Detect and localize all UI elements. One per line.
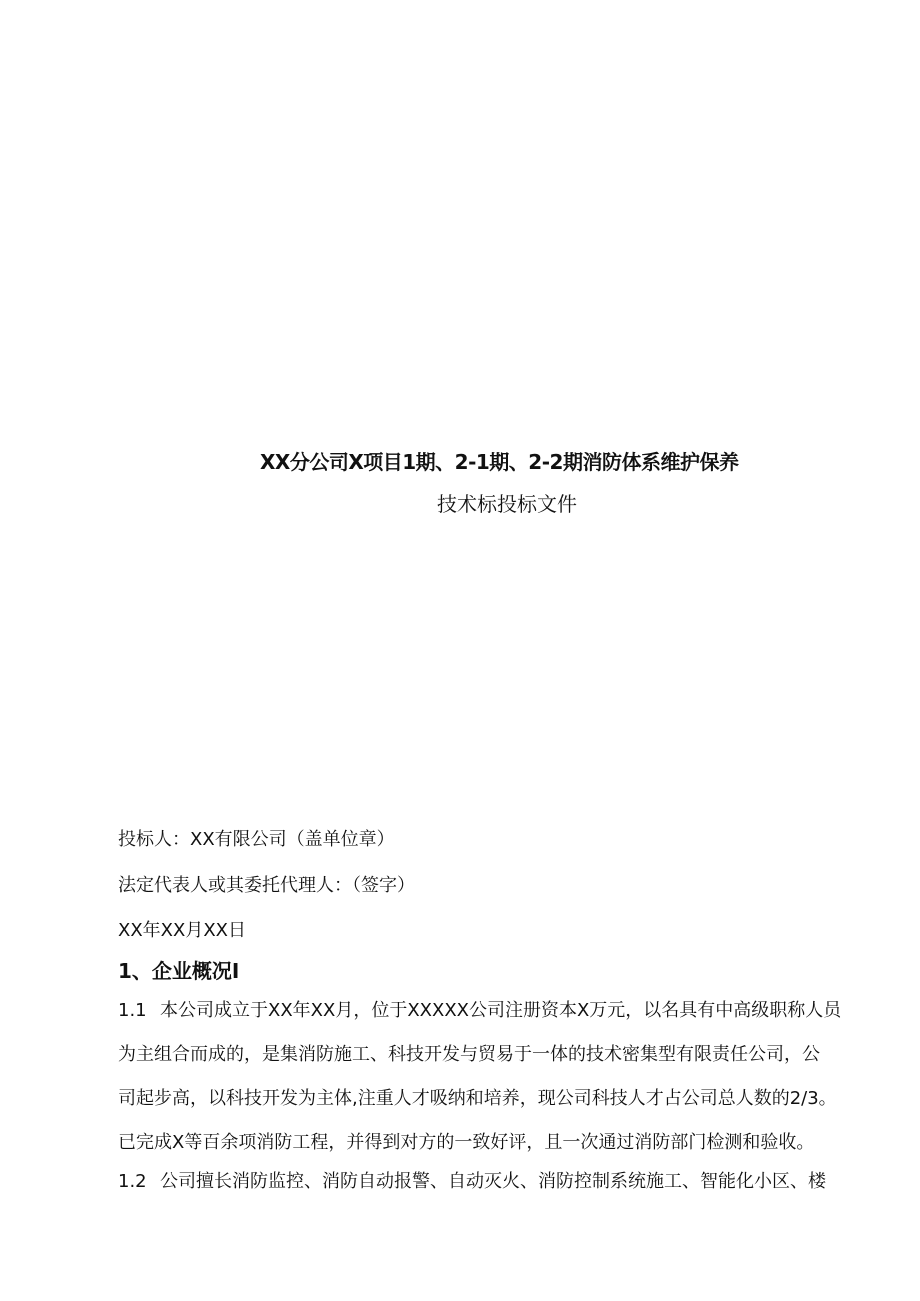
document-subtitle: 技术标投标文件 [437, 492, 577, 516]
paragraph-1-2 [118, 1160, 918, 1204]
paragraph-text: 公司擅长消防监控、消防自动报警、自动灭火、消防控制系统施工、智能化小区、楼 [160, 1171, 826, 1192]
representative-line: 法定代表人或其委托代理人：（签字） [118, 875, 415, 896]
bidder-line: 投标人：XX有限公司（盖单位章） [118, 829, 395, 850]
paragraph-1-1 [118, 989, 918, 1165]
paragraph-line: 为主组合而成的，是集消防施工、科技开发与贸易于一体的技术密集型有限责任公司，公 [118, 1044, 820, 1065]
paragraph-line [118, 1160, 918, 1204]
date-line: XX年XX月XX日 [118, 920, 246, 941]
paragraph-text: 本公司成立于XX年XX月，位于XXXXX公司注册资本X万元，以名具有中高级职称人员 [160, 1000, 842, 1021]
paragraph-line [118, 989, 918, 1033]
section-heading-company-overview: 1、企业概况I [118, 959, 240, 983]
paragraph-number: 1.2 [118, 1171, 147, 1192]
document-title: XX分公司X项目1期、2-1期、2-2期消防体系维护保养 [260, 450, 739, 474]
paragraph-number: 1.1 [118, 1000, 147, 1021]
paragraph-line: 已完成X等百余项消防工程，并得到对方的一致好评，且一次通过消防部门检测和验收。 [118, 1132, 815, 1153]
paragraph-line: 司起步高，以科技开发为主体,注重人才吸纳和培养，现公司科技人才占公司总人数的2/3。 [118, 1088, 837, 1109]
